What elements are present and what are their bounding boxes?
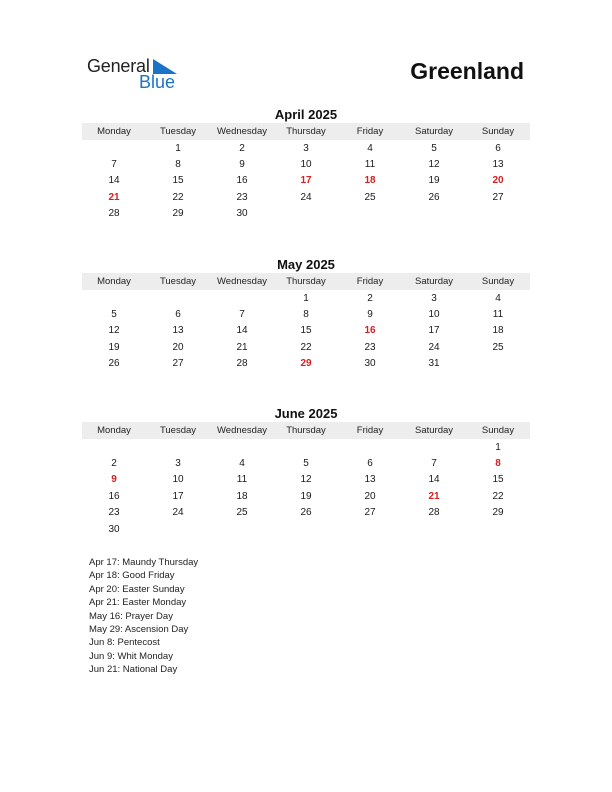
day-cell: 17 bbox=[172, 490, 184, 502]
day-cell: 4 bbox=[239, 458, 245, 470]
weekday-label: Friday bbox=[356, 126, 384, 137]
day-cell: 6 bbox=[495, 142, 501, 154]
month-title: May 2025 bbox=[277, 257, 335, 272]
day-cell: 10 bbox=[172, 474, 184, 486]
week-row bbox=[82, 488, 530, 504]
day-cell: 19 bbox=[108, 341, 120, 353]
week-row bbox=[82, 323, 530, 339]
week-row bbox=[82, 306, 530, 322]
day-cell: 12 bbox=[108, 325, 120, 337]
day-cell: 10 bbox=[300, 159, 312, 171]
day-cell: 18 bbox=[492, 325, 504, 337]
month-title: April 2025 bbox=[274, 107, 338, 122]
logo-word-blue: Blue bbox=[139, 72, 176, 92]
day-cell: 23 bbox=[236, 191, 248, 203]
logo bbox=[87, 56, 187, 92]
week-row bbox=[82, 521, 530, 537]
weekday-label: Tuesday bbox=[159, 276, 197, 287]
weekday-label: Saturday bbox=[414, 276, 454, 287]
week-row bbox=[82, 189, 530, 205]
day-cell: 7 bbox=[431, 458, 437, 470]
day-cell: 8 bbox=[175, 159, 181, 171]
weekday-label: Monday bbox=[97, 425, 131, 436]
weekday-label: Thursday bbox=[286, 126, 326, 137]
holiday-list-item: Jun 21: National Day bbox=[89, 664, 178, 676]
day-cell: 6 bbox=[175, 309, 181, 321]
day-cell: 23 bbox=[364, 341, 376, 353]
holiday-list-item: Jun 8: Pentecost bbox=[89, 637, 160, 649]
day-cell: 12 bbox=[428, 159, 440, 171]
day-cell: 15 bbox=[300, 325, 312, 337]
weekday-label: Tuesday bbox=[159, 126, 197, 137]
week-row bbox=[82, 472, 530, 488]
week-row bbox=[82, 173, 530, 189]
day-cell: 19 bbox=[428, 175, 440, 187]
day-cell: 14 bbox=[236, 325, 248, 337]
weekday-label: Sunday bbox=[481, 425, 515, 436]
holiday-list-item: Apr 21: Easter Monday bbox=[89, 597, 187, 609]
day-cell: 27 bbox=[172, 358, 184, 370]
week-row bbox=[82, 140, 530, 156]
weekday-label: Thursday bbox=[286, 425, 326, 436]
day-cell: 3 bbox=[175, 458, 181, 470]
day-cell: 2 bbox=[111, 458, 117, 470]
day-cell: 3 bbox=[431, 292, 437, 304]
week-row bbox=[82, 339, 530, 355]
day-cell: 21 bbox=[236, 341, 248, 353]
day-cell: 19 bbox=[300, 490, 312, 502]
weekday-label: Wednesday bbox=[217, 425, 267, 436]
day-cell: 5 bbox=[431, 142, 437, 154]
day-cell: 6 bbox=[367, 458, 373, 470]
day-cell: 25 bbox=[236, 507, 248, 519]
weekday-label: Tuesday bbox=[159, 425, 197, 436]
day-cell: 22 bbox=[492, 490, 504, 502]
day-cell: 29 bbox=[492, 507, 504, 519]
day-cell: 29 bbox=[172, 208, 184, 220]
day-cell: 26 bbox=[428, 191, 440, 203]
weekday-label: Saturday bbox=[414, 425, 454, 436]
weekday-header-row bbox=[82, 123, 530, 140]
day-cell: 28 bbox=[108, 208, 120, 220]
week-row bbox=[82, 356, 530, 372]
day-cell: 24 bbox=[428, 341, 440, 353]
day-cell: 30 bbox=[364, 358, 376, 370]
day-cell: 24 bbox=[172, 507, 184, 519]
month-calendar bbox=[82, 405, 530, 537]
day-cell: 9 bbox=[367, 309, 373, 321]
month-calendar bbox=[82, 106, 530, 222]
week-row bbox=[82, 156, 530, 172]
holiday-list-item: Jun 9: Whit Monday bbox=[89, 650, 173, 662]
day-cell: 7 bbox=[111, 159, 117, 171]
day-cell: 26 bbox=[108, 358, 120, 370]
holiday-list-item: Apr 20: Easter Sunday bbox=[89, 583, 185, 595]
logo-word-general: General bbox=[87, 56, 150, 76]
country-title: Greenland bbox=[410, 58, 524, 84]
day-cell: 4 bbox=[367, 142, 373, 154]
day-cell: 18 bbox=[364, 175, 376, 187]
day-cell: 27 bbox=[364, 507, 376, 519]
day-cell: 7 bbox=[239, 309, 245, 321]
day-cell: 30 bbox=[236, 208, 248, 220]
day-cell: 26 bbox=[300, 507, 312, 519]
day-cell: 17 bbox=[300, 175, 312, 187]
day-cell: 8 bbox=[303, 309, 309, 321]
day-cell: 13 bbox=[364, 474, 376, 486]
month-calendar bbox=[82, 256, 530, 372]
day-cell: 5 bbox=[303, 458, 309, 470]
day-cell: 20 bbox=[492, 175, 504, 187]
weekday-label: Saturday bbox=[414, 126, 454, 137]
weekday-label: Thursday bbox=[286, 276, 326, 287]
weekday-label: Monday bbox=[97, 276, 131, 287]
weekday-label: Friday bbox=[356, 276, 384, 287]
day-cell: 28 bbox=[236, 358, 248, 370]
holiday-list-item: Apr 18: Good Friday bbox=[89, 570, 175, 582]
month-title: June 2025 bbox=[274, 406, 338, 421]
day-cell: 27 bbox=[492, 191, 504, 203]
day-cell: 18 bbox=[236, 490, 248, 502]
day-cell: 8 bbox=[495, 458, 501, 470]
day-cell: 29 bbox=[300, 358, 312, 370]
day-cell: 16 bbox=[108, 490, 120, 502]
day-cell: 9 bbox=[111, 474, 117, 486]
weekday-header-row bbox=[82, 422, 530, 439]
day-cell: 24 bbox=[300, 191, 312, 203]
week-row bbox=[82, 505, 530, 521]
day-cell: 22 bbox=[172, 191, 184, 203]
day-cell: 13 bbox=[492, 159, 504, 171]
day-cell: 31 bbox=[428, 358, 440, 370]
weekday-label: Friday bbox=[356, 425, 384, 436]
day-cell: 1 bbox=[303, 292, 309, 304]
day-cell: 14 bbox=[428, 474, 440, 486]
day-cell: 21 bbox=[108, 191, 120, 203]
day-cell: 12 bbox=[300, 474, 312, 486]
week-row bbox=[82, 455, 530, 471]
day-cell: 11 bbox=[492, 309, 504, 321]
day-cell: 16 bbox=[236, 175, 248, 187]
day-cell: 20 bbox=[364, 490, 376, 502]
day-cell: 2 bbox=[239, 142, 245, 154]
week-row bbox=[82, 439, 530, 455]
day-cell: 28 bbox=[428, 507, 440, 519]
day-cell: 4 bbox=[495, 292, 501, 304]
weekday-label: Sunday bbox=[481, 126, 515, 137]
holiday-list-item: May 16: Prayer Day bbox=[89, 610, 173, 622]
day-cell: 15 bbox=[172, 175, 184, 187]
day-cell: 5 bbox=[111, 309, 117, 321]
weekday-header-row bbox=[82, 273, 530, 290]
holiday-list-item: May 29: Ascension Day bbox=[89, 624, 189, 636]
holiday-list bbox=[89, 556, 198, 677]
week-row bbox=[82, 290, 530, 306]
weekday-label: Wednesday bbox=[217, 276, 267, 287]
day-cell: 11 bbox=[236, 474, 248, 486]
day-cell: 21 bbox=[428, 490, 440, 502]
day-cell: 20 bbox=[172, 341, 184, 353]
weekday-label: Sunday bbox=[481, 276, 515, 287]
day-cell: 23 bbox=[108, 507, 120, 519]
day-cell: 22 bbox=[300, 341, 312, 353]
day-cell: 30 bbox=[108, 523, 120, 535]
day-cell: 1 bbox=[495, 441, 501, 453]
day-cell: 25 bbox=[492, 341, 504, 353]
holiday-list-item: Apr 17: Maundy Thursday bbox=[89, 557, 199, 568]
day-cell: 9 bbox=[239, 159, 245, 171]
week-row bbox=[82, 206, 530, 222]
day-cell: 16 bbox=[364, 325, 376, 337]
day-cell: 17 bbox=[428, 325, 440, 337]
day-cell: 3 bbox=[303, 142, 309, 154]
day-cell: 10 bbox=[428, 309, 440, 321]
day-cell: 1 bbox=[175, 142, 181, 154]
day-cell: 2 bbox=[367, 292, 373, 304]
day-cell: 14 bbox=[108, 175, 120, 187]
weekday-label: Monday bbox=[97, 126, 131, 137]
day-cell: 15 bbox=[492, 474, 504, 486]
day-cell: 13 bbox=[172, 325, 184, 337]
day-cell: 11 bbox=[364, 159, 376, 171]
weekday-label: Wednesday bbox=[217, 126, 267, 137]
day-cell: 25 bbox=[364, 191, 376, 203]
